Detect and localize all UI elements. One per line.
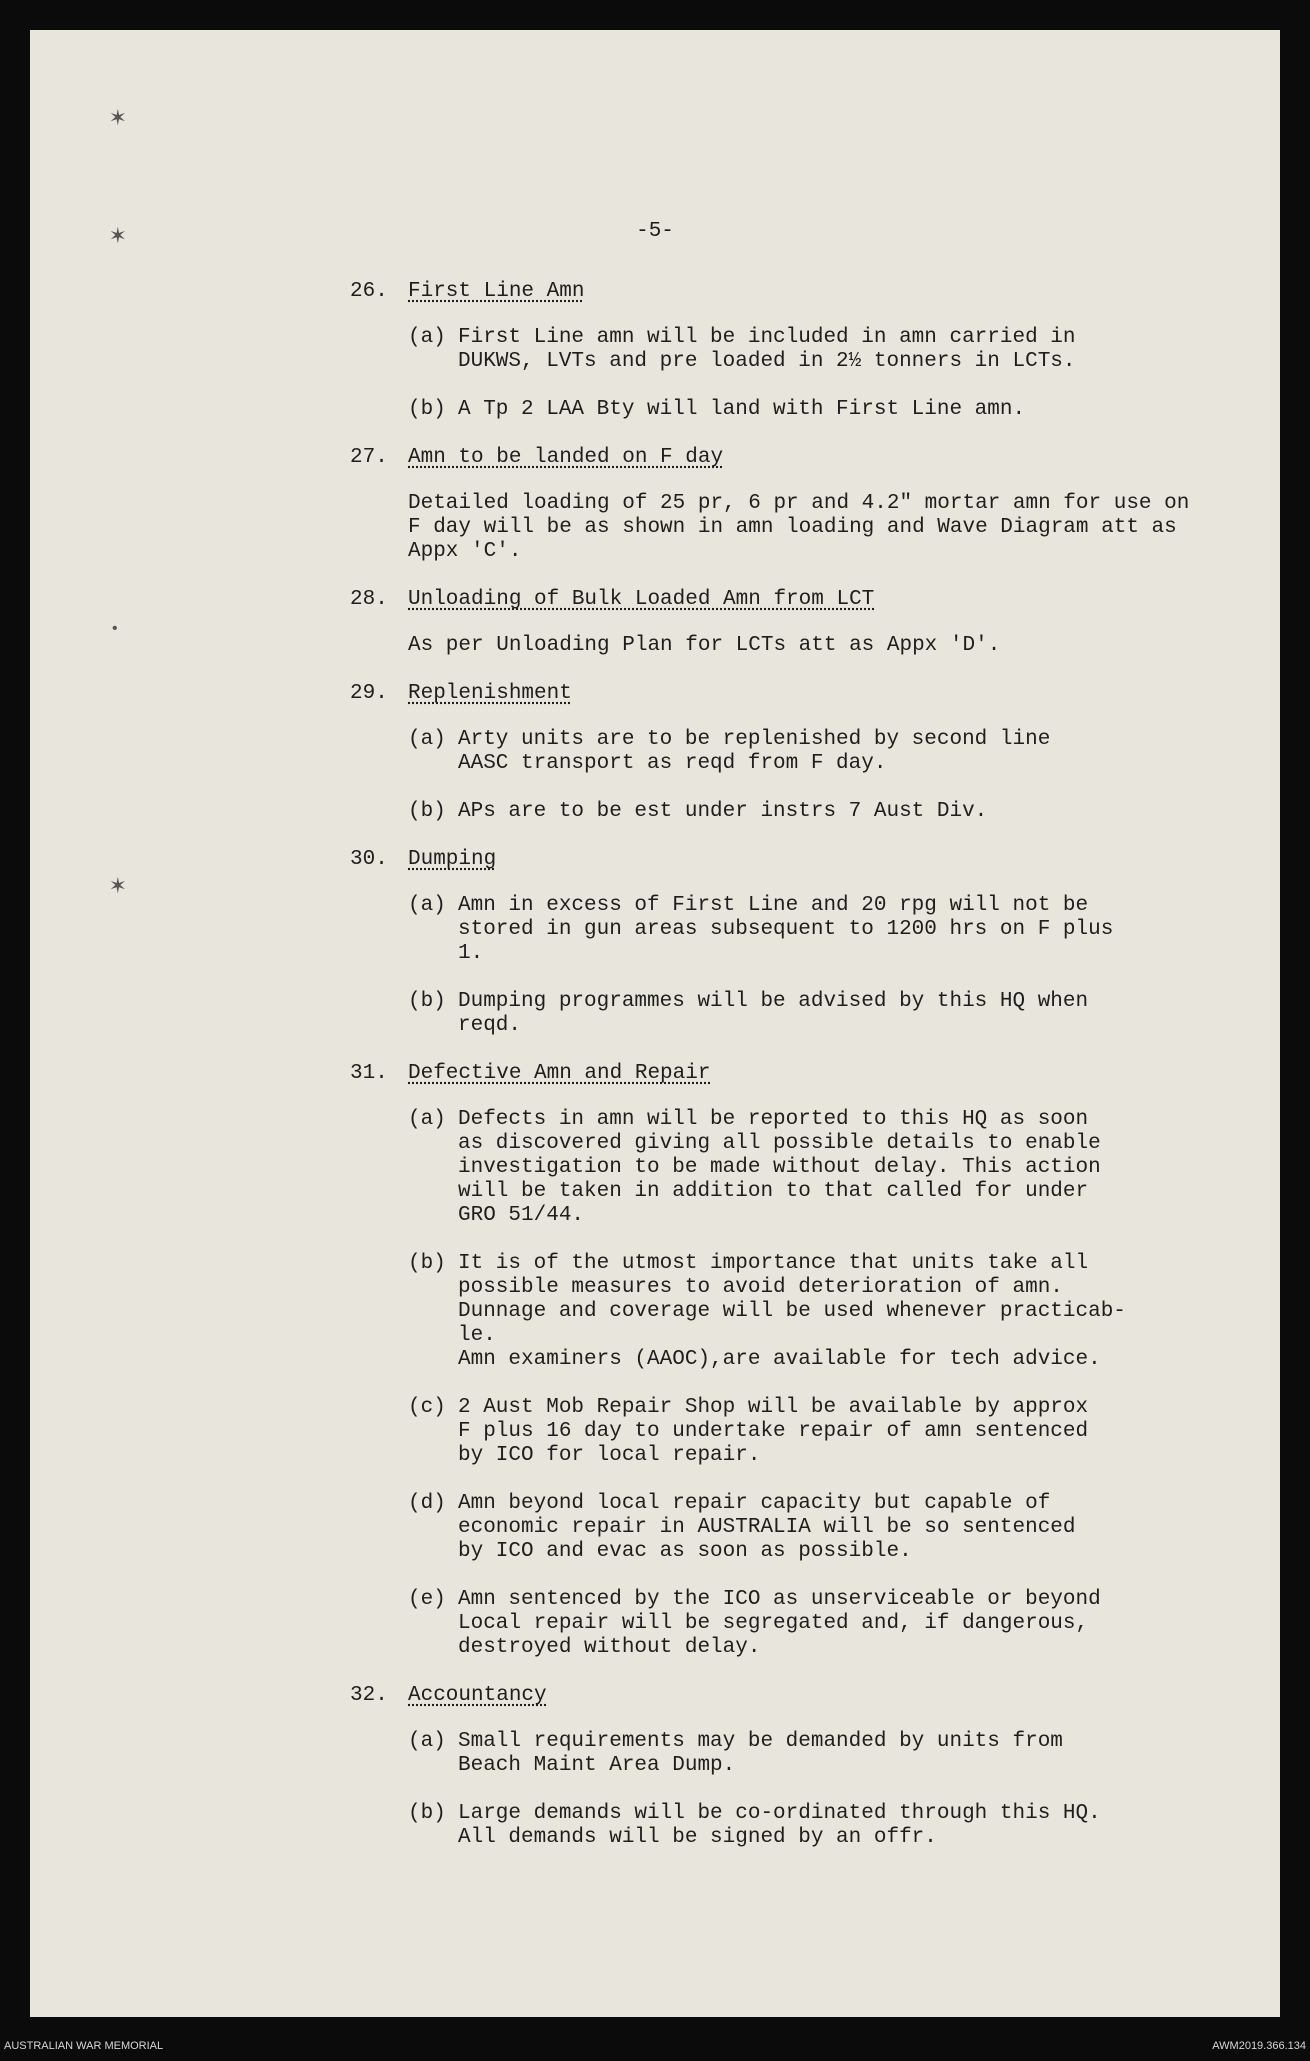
sub-item-label: (e) — [408, 1588, 446, 1611]
punch-hole-mark: ✶ — [110, 221, 126, 251]
section-32 — [350, 1684, 1270, 1850]
section-heading — [350, 446, 1270, 470]
sub-item — [408, 1252, 1270, 1372]
sub-item-label: (d) — [408, 1492, 446, 1515]
sub-item-text: Dumping programmes will be advised by this HQ when reqd. — [458, 990, 1089, 1037]
section-27 — [350, 446, 1270, 564]
section-number: 32. — [350, 1684, 388, 1707]
section-heading — [350, 280, 1270, 304]
sub-item-text: Amn sentenced by the ICO as unserviceable or beyond Local repair will be segregated and, if dangerous, destroyed without delay. — [458, 1588, 1101, 1659]
sub-item — [408, 728, 1270, 776]
section-number: 28. — [350, 588, 388, 611]
section-paragraph: As per Unloading Plan for LCTs att as Appx 'D'. — [408, 634, 1001, 657]
sub-item-label: (b) — [408, 1252, 446, 1275]
sub-item — [408, 894, 1270, 966]
sub-item-label: (a) — [408, 894, 446, 917]
sub-item — [408, 990, 1270, 1038]
section-29 — [350, 682, 1270, 824]
section-heading — [350, 1062, 1270, 1086]
punch-hole-mark: ✶ — [110, 871, 126, 901]
section-number: 31. — [350, 1062, 388, 1085]
sub-item-text: Arty units are to be replenished by second line AASC transport as reqd from F day. — [458, 728, 1051, 775]
sub-item-label: (a) — [408, 326, 446, 349]
sub-item-label: (b) — [408, 800, 446, 823]
sub-item-label: (b) — [408, 990, 446, 1013]
sub-item-text: Amn beyond local repair capacity but capable of economic repair in AUSTRALIA will be so sentenced by ICO and evac as soon as possible. — [458, 1492, 1076, 1563]
section-28 — [350, 588, 1270, 658]
sub-item-text: Small requirements may be demanded by units from Beach Maint Area Dump. — [458, 1730, 1063, 1777]
sub-item-label: (a) — [408, 1730, 446, 1753]
section-number: 29. — [350, 682, 388, 705]
section-title: Defective Amn and Repair — [408, 1062, 711, 1085]
punch-hole-mark: • — [110, 620, 120, 638]
section-title: Replenishment — [408, 682, 572, 705]
sub-item-text: It is of the utmost importance that units take all possible measures to avoid deterioration of amn. Dunnage and coverage will be used whenever practicab- le. Amn examiners (AAOC),are available for tech advice. — [458, 1252, 1126, 1371]
sub-item — [408, 326, 1270, 374]
sub-item — [408, 1108, 1270, 1228]
section-title: First Line Amn — [408, 280, 585, 303]
document-page — [30, 30, 1280, 2017]
section-number: 30. — [350, 848, 388, 871]
section-heading — [350, 588, 1270, 612]
sub-item-text: Defects in amn will be reported to this HQ as soon as discovered giving all possible details to enable investigation to be made without delay. This action will be taken in addition to that called for under GRO 51/44. — [458, 1108, 1101, 1227]
section-heading — [350, 682, 1270, 706]
sub-item-label: (a) — [408, 1108, 446, 1131]
sub-item-label: (b) — [408, 1802, 446, 1825]
sub-item-text: A Tp 2 LAA Bty will land with First Line amn. — [458, 398, 1026, 421]
sub-item-text: Large demands will be co-ordinated through this HQ. All demands will be signed by an offr. — [458, 1802, 1101, 1849]
sub-item — [408, 1588, 1270, 1660]
section-number: 27. — [350, 446, 388, 469]
sub-item-text: 2 Aust Mob Repair Shop will be available by approx F plus 16 day to undertake repair of amn sentenced by ICO for local repair. — [458, 1396, 1089, 1467]
footer-reference: AWM2019.366.134 — [1212, 2040, 1306, 2052]
sub-item-label: (b) — [408, 398, 446, 421]
punch-hole-mark: ✶ — [110, 103, 126, 133]
section-title: Unloading of Bulk Loaded Amn from LCT — [408, 588, 875, 611]
section-paragraph: Detailed loading of 25 pr, 6 pr and 4.2" mortar amn for use on F day will be as shown in amn loading and Wave Diagram att as Appx 'C'. — [408, 492, 1190, 563]
sub-item — [408, 800, 1270, 824]
sub-item — [408, 1802, 1270, 1850]
section-30 — [350, 848, 1270, 1038]
sub-item — [408, 398, 1270, 422]
sub-item-text: APs are to be est under instrs 7 Aust Div. — [458, 800, 988, 823]
sub-item-text: First Line amn will be included in amn carried in DUKWS, LVTs and pre loaded in 2½ tonners in LCTs. — [458, 326, 1076, 373]
sub-item — [408, 1492, 1270, 1564]
section-title: Amn to be landed on F day — [408, 446, 724, 469]
section-title: Accountancy — [408, 1684, 547, 1707]
section-heading — [350, 1684, 1270, 1708]
document-body — [350, 280, 1270, 1874]
section-31 — [350, 1062, 1270, 1660]
sub-item-text: Amn in excess of First Line and 20 rpg will not be stored in gun areas subsequent to 1200 hrs on F plus 1. — [458, 894, 1114, 965]
section-heading — [350, 848, 1270, 872]
sub-item-label: (c) — [408, 1396, 446, 1419]
section-number: 26. — [350, 280, 388, 303]
sub-item-label: (a) — [408, 728, 446, 751]
sub-item — [408, 1396, 1270, 1468]
page-number: -5- — [636, 220, 674, 243]
section-title: Dumping — [408, 848, 497, 871]
section-26 — [350, 280, 1270, 422]
footer-archive-name: AUSTRALIAN WAR MEMORIAL — [4, 2040, 164, 2052]
sub-item — [408, 1730, 1270, 1778]
